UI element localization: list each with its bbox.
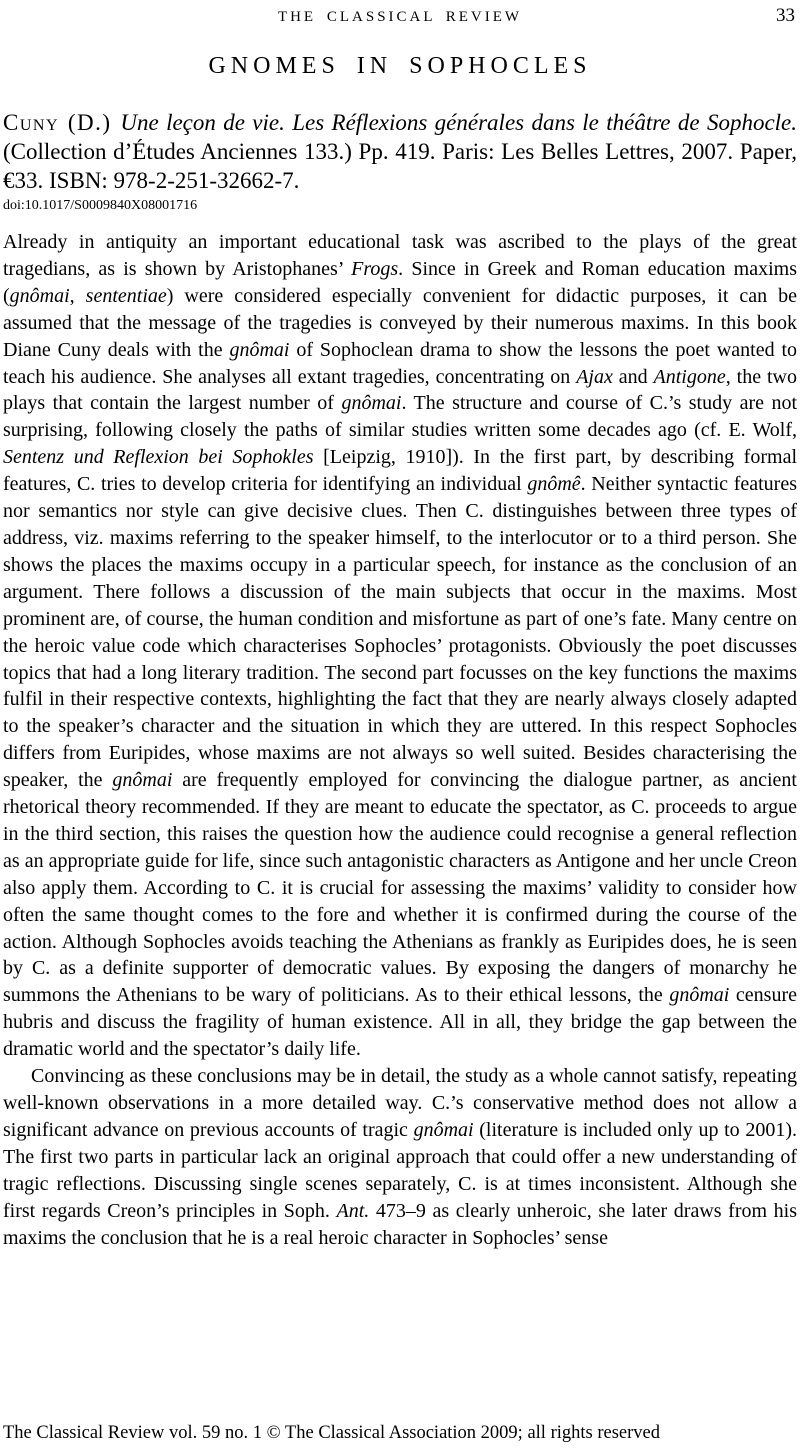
italic-text: Antigone [653, 365, 726, 388]
italic-text: gnômai [112, 769, 173, 792]
text-segment: [Leipzig, 1910]). In the first part, by describing formal features, C. tries to develop criteria for identifying an individual [3, 446, 797, 496]
italic-text: gnômai [229, 338, 290, 361]
text-segment: Already in antiquity an important educational task was ascribed to the plays of the great tragedians, as is shown by Aristophanes’ [3, 231, 797, 280]
text-segment: (Collection d’Études Anciennes 133.) Pp. 419. Paris: Les Belles Lettres, 2007. Paper, €33. ISBN: 978-2-251-32662-7. [3, 139, 797, 193]
text-segment: censure hubris and discuss the fragility of human existence. All in all, they bridge the gap between the dramatic world and the spectator’s daily life. [3, 984, 797, 1061]
article-title: GNOMES IN SOPHOCLES [208, 53, 592, 79]
italic-text: gnômai [669, 984, 730, 1007]
text-segment: . The structure and course of C.’s study are not surprising, following closely the paths of similar studies written some decades ago (cf. E. Wolf, [3, 392, 797, 442]
text-segment: 473–9 as clearly unheroic, she later draws from his maxims the conclusion that he is a real heroic character in Sophocles’ sense [3, 1199, 798, 1249]
italic-text: gnômai [9, 284, 70, 307]
italic-text: Frogs [351, 257, 399, 280]
text-segment: are frequently employed for convincing the dialogue partner, as ancient rhetorical theory recommended. If they are meant to educate the spectator, as C. proceeds to argue in the third section, this raises the question how the audience could recognise a general reflection as an appropriate guide for life, since such antagonistic characters as Antigone and her uncle Creon also apply them. According to C. it is crucial for assessing the maxims’ validity to consider how often the same thought comes to the fore and whether it is confirmed during the course of the action. Although Sophocles avoids teaching the Athenians as frankly as Euripides does, he is seen by C. as a definite supporter of democratic values. By exposing the dangers of monarchy he summons the Athenians to be wary of politicians. As to their ethical lessons, the [3, 769, 797, 1007]
page-footer: The Classical Review vol. 59 no. 1 © The Classical Association 2009; all rights reserved [3, 1423, 660, 1443]
journal-name: THE CLASSICAL REVIEW [277, 9, 523, 25]
text-segment: of Sophoclean drama to show the lessons the poet wanted to teach his audience. She analyses all extant tragedies, concentrating on [3, 338, 797, 388]
italic-text: Sentenz und Reflexion bei Sophokles [3, 446, 314, 469]
text-segment: , the two plays that contain the largest number of [3, 365, 797, 415]
page-number: 33 [776, 5, 795, 26]
review-body [3, 229, 797, 1251]
text-segment: and [612, 365, 654, 388]
italic-text: gnômê [527, 473, 581, 496]
text-segment: (literature is included only up to 2001). The first two parts in particular lack an original approach that could offer a new understanding of tragic reflections. Discussing single scenes separately, C. is at times inconsistent. Although she first regards Creon’s principles in Soph. [3, 1118, 797, 1222]
text-segment: ) were considered especially convenient for didactic purposes, it can be assumed that the message of the tragedies is conveyed by their numerous maxims. In this book Diane Cuny deals with the [3, 284, 798, 361]
smallcaps-text: Cuny (D.) [3, 110, 121, 135]
italic-text: sententiae [85, 284, 167, 307]
text-segment: Convincing as these conclusions may be in detail, the study as a whole cannot satisfy, repeating well-known observations in a more detailed way. C.’s conservative method does not allow a significant advance on previous accounts of tragic [3, 1065, 797, 1141]
review-paragraph [3, 229, 797, 1063]
italic-text: Une leçon de vie. Les Réflexions générales dans le théâtre de Sophocle. [120, 110, 797, 135]
italic-text: gnômai [413, 1118, 474, 1141]
review-paragraph [3, 1063, 797, 1251]
italic-text: Ajax [576, 365, 613, 388]
text-segment: , [69, 284, 86, 307]
book-citation [3, 108, 797, 195]
doi-line: doi:10.1017/S0009840X08001716 [3, 198, 198, 213]
text-segment: . Neither syntactic features nor semantics nor style can give decisive clues. Then C. distinguishes between three types of address, viz. maxims referring to the speaker himself, to the interlocutor or to a third person. She shows the places the maxims occupy in a particular speech, for instance as the conclusion of an argument. There follows a discussion of the main subjects that occur in the maxims. Most prominent are, of course, the human condition and misfortune as part of one’s fate. Many centre on the heroic value code which characterises Sophocles’ protagonists. Obviously the poet discusses topics that had a long literary tradition. The second part focusses on the key functions the maxims fulfil in their respective contexts, highlighting the fact that they are nearly always closely adapted to the speaker’s character and the situation in which they are uttered. In this respect Sophocles differs from Euripides, whose maxims are not always so well suited. Besides characterising the speaker, the [3, 473, 797, 792]
italic-text: gnômai [341, 392, 402, 415]
text-segment: . Since in Greek and Roman education maxims ( [3, 257, 797, 307]
running-header [3, 0, 797, 27]
italic-text: Ant. [336, 1199, 370, 1222]
